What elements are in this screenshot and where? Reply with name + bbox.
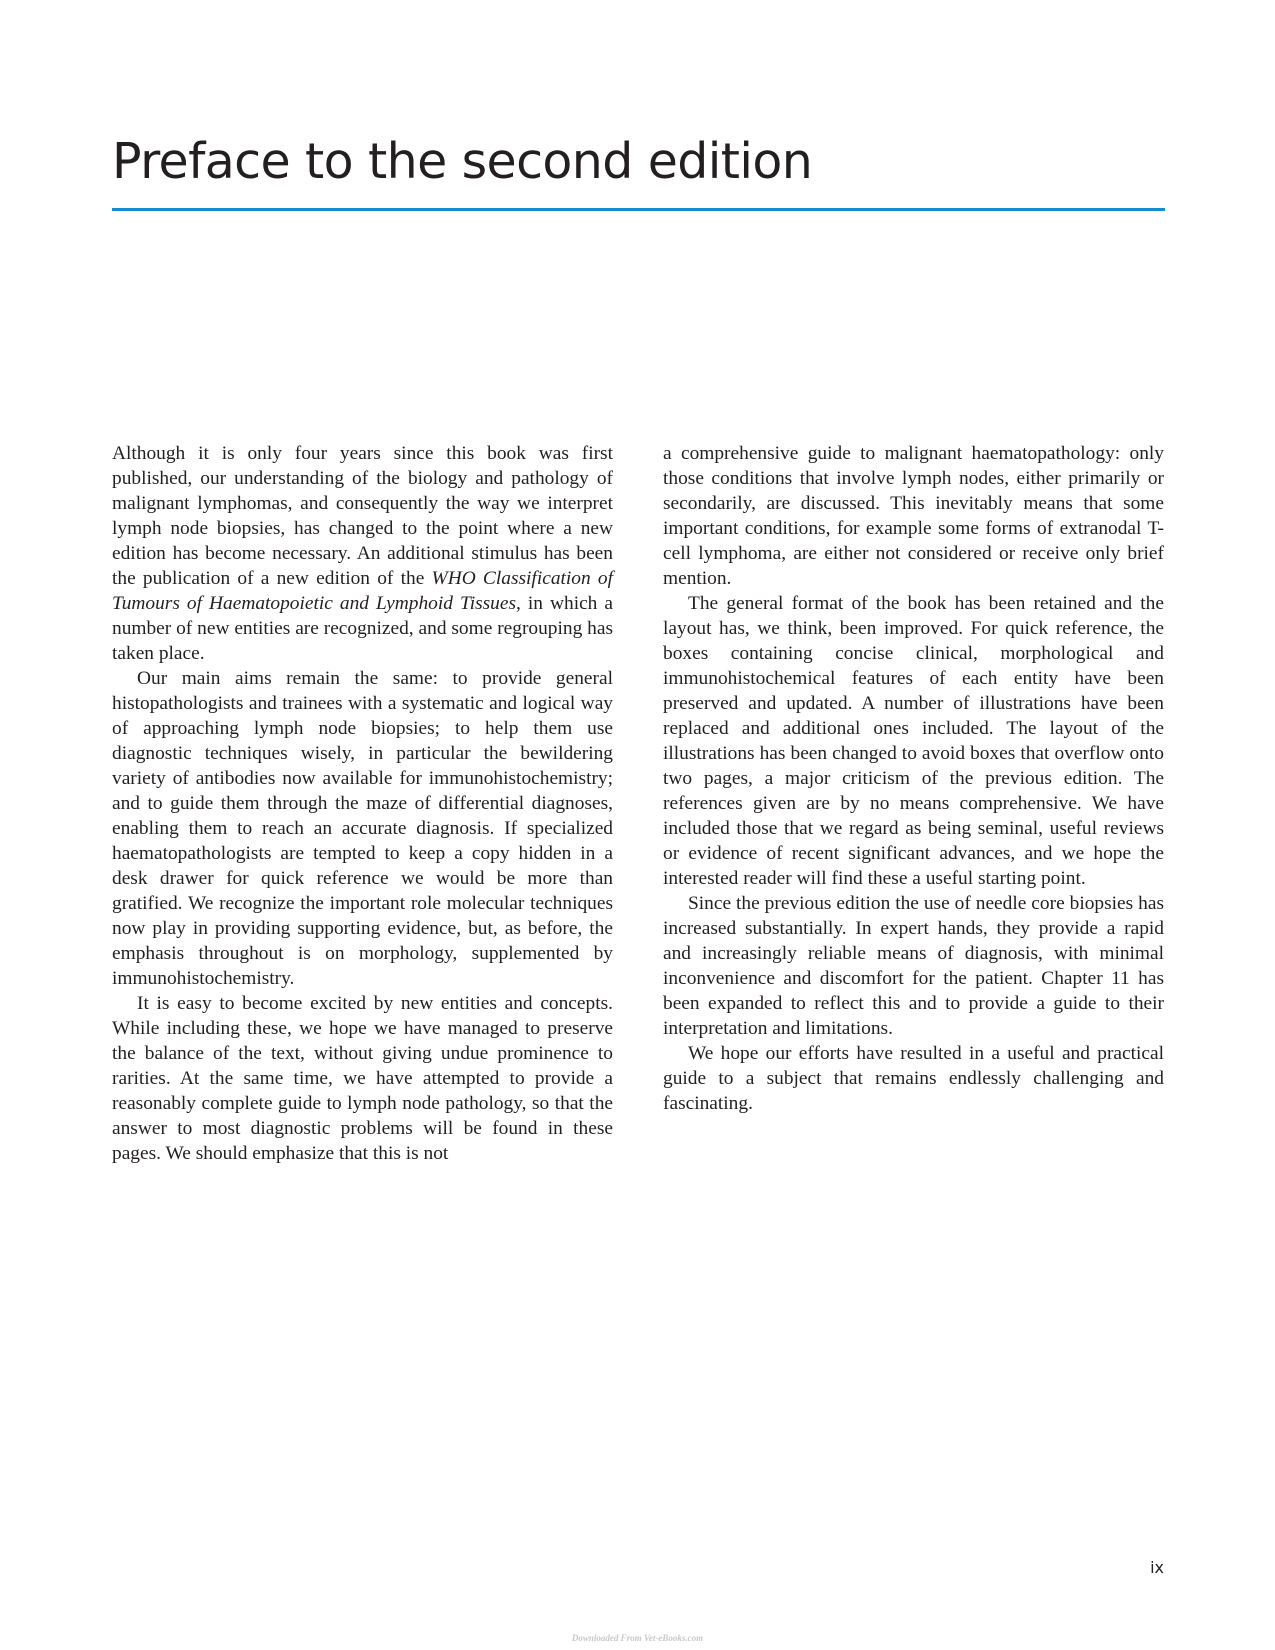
page-title: Preface to the second edition (112, 133, 813, 190)
paragraph: We hope our efforts have resulted in a useful and practical guide to a subject that remains endlessly challenging and fascinating. (663, 1043, 1164, 1114)
right-column (663, 441, 1164, 1116)
paragraph-text: Although it is only four years since this book was first published, our understanding of the biology and pathology of malignant lymphomas, and consequently the way we interpret lymph node biopsies, has changed to the point where a new edition has become necessary. An additional stimulus has been the publication of a new edition of the (112, 443, 613, 589)
paragraph: Since the previous edition the use of needle core biopsies has increased substantially. In expert hands, they provide a rapid and increasingly reliable means of diagnosis, with minimal inconvenience and discomfort for the patient. Chapter 11 has been expanded to reflect this and to provide a guide to their interpretation and limitations. (663, 893, 1164, 1039)
paragraph: The general format of the book has been retained and the layout has, we think, been improved. For quick reference, the boxes containing concise clinical, morphological and immunohistochemical features of each entity have been preserved and updated. A number of illustrations have been replaced and additional ones included. The layout of the illustrations has been changed to avoid boxes that overflow onto two pages, a major criticism of the previous edition. The references given are by no means comprehensive. We have included those that we regard as being seminal, useful reviews or evidence of recent significant advances, and we hope the interested reader will find these a useful starting point. (663, 593, 1164, 889)
paragraph: a comprehensive guide to malignant haematopathology: only those conditions that involve lymph nodes, either primarily or secondarily, are discussed. This inevitably means that some important conditions, for example some forms of extranodal T-cell lymphoma, are either not considered or receive only brief mention. (663, 443, 1164, 589)
who-classification-title: WHO Classification of Tumours of Haematopoietic and Lymphoid Tissues (112, 568, 613, 614)
paragraph: Our main aims remain the same: to provide general histopathologists and trainees with a systematic and logical way of approaching lymph node biopsies; to help them use diagnostic techniques wisely, in particular the bewildering variety of antibodies now available for immunohistochemistry; and to guide them through the maze of differential diagnoses, enabling them to reach an accurate diagnosis. If specialized haematopathologists are tempted to keep a copy hidden in a desk drawer for quick reference we would be more than gratified. We recognize the important role molecular techniques now play in providing supporting evidence, but, as before, the emphasis throughout is on morphology, supplemented by immunohistochemistry. (112, 668, 613, 989)
paragraph (112, 441, 613, 666)
page-number: ix (1150, 1558, 1164, 1577)
left-column (112, 441, 613, 1166)
download-watermark: Downloaded From Vet-eBooks.com (571, 1633, 704, 1643)
paragraph: It is easy to become excited by new entities and concepts. While including these, we hope we have managed to preserve the balance of the text, without giving undue prominence to rarities. At the same time, we have attempted to provide a reasonably complete guide to lymph node pathology, so that the answer to most diagnostic problems will be found in these pages. We should emphasize that this is not (112, 993, 613, 1164)
paragraph-text: , in which a number of new entities are recognized, and some regrouping has taken place. (112, 593, 614, 664)
title-divider (112, 208, 1165, 211)
